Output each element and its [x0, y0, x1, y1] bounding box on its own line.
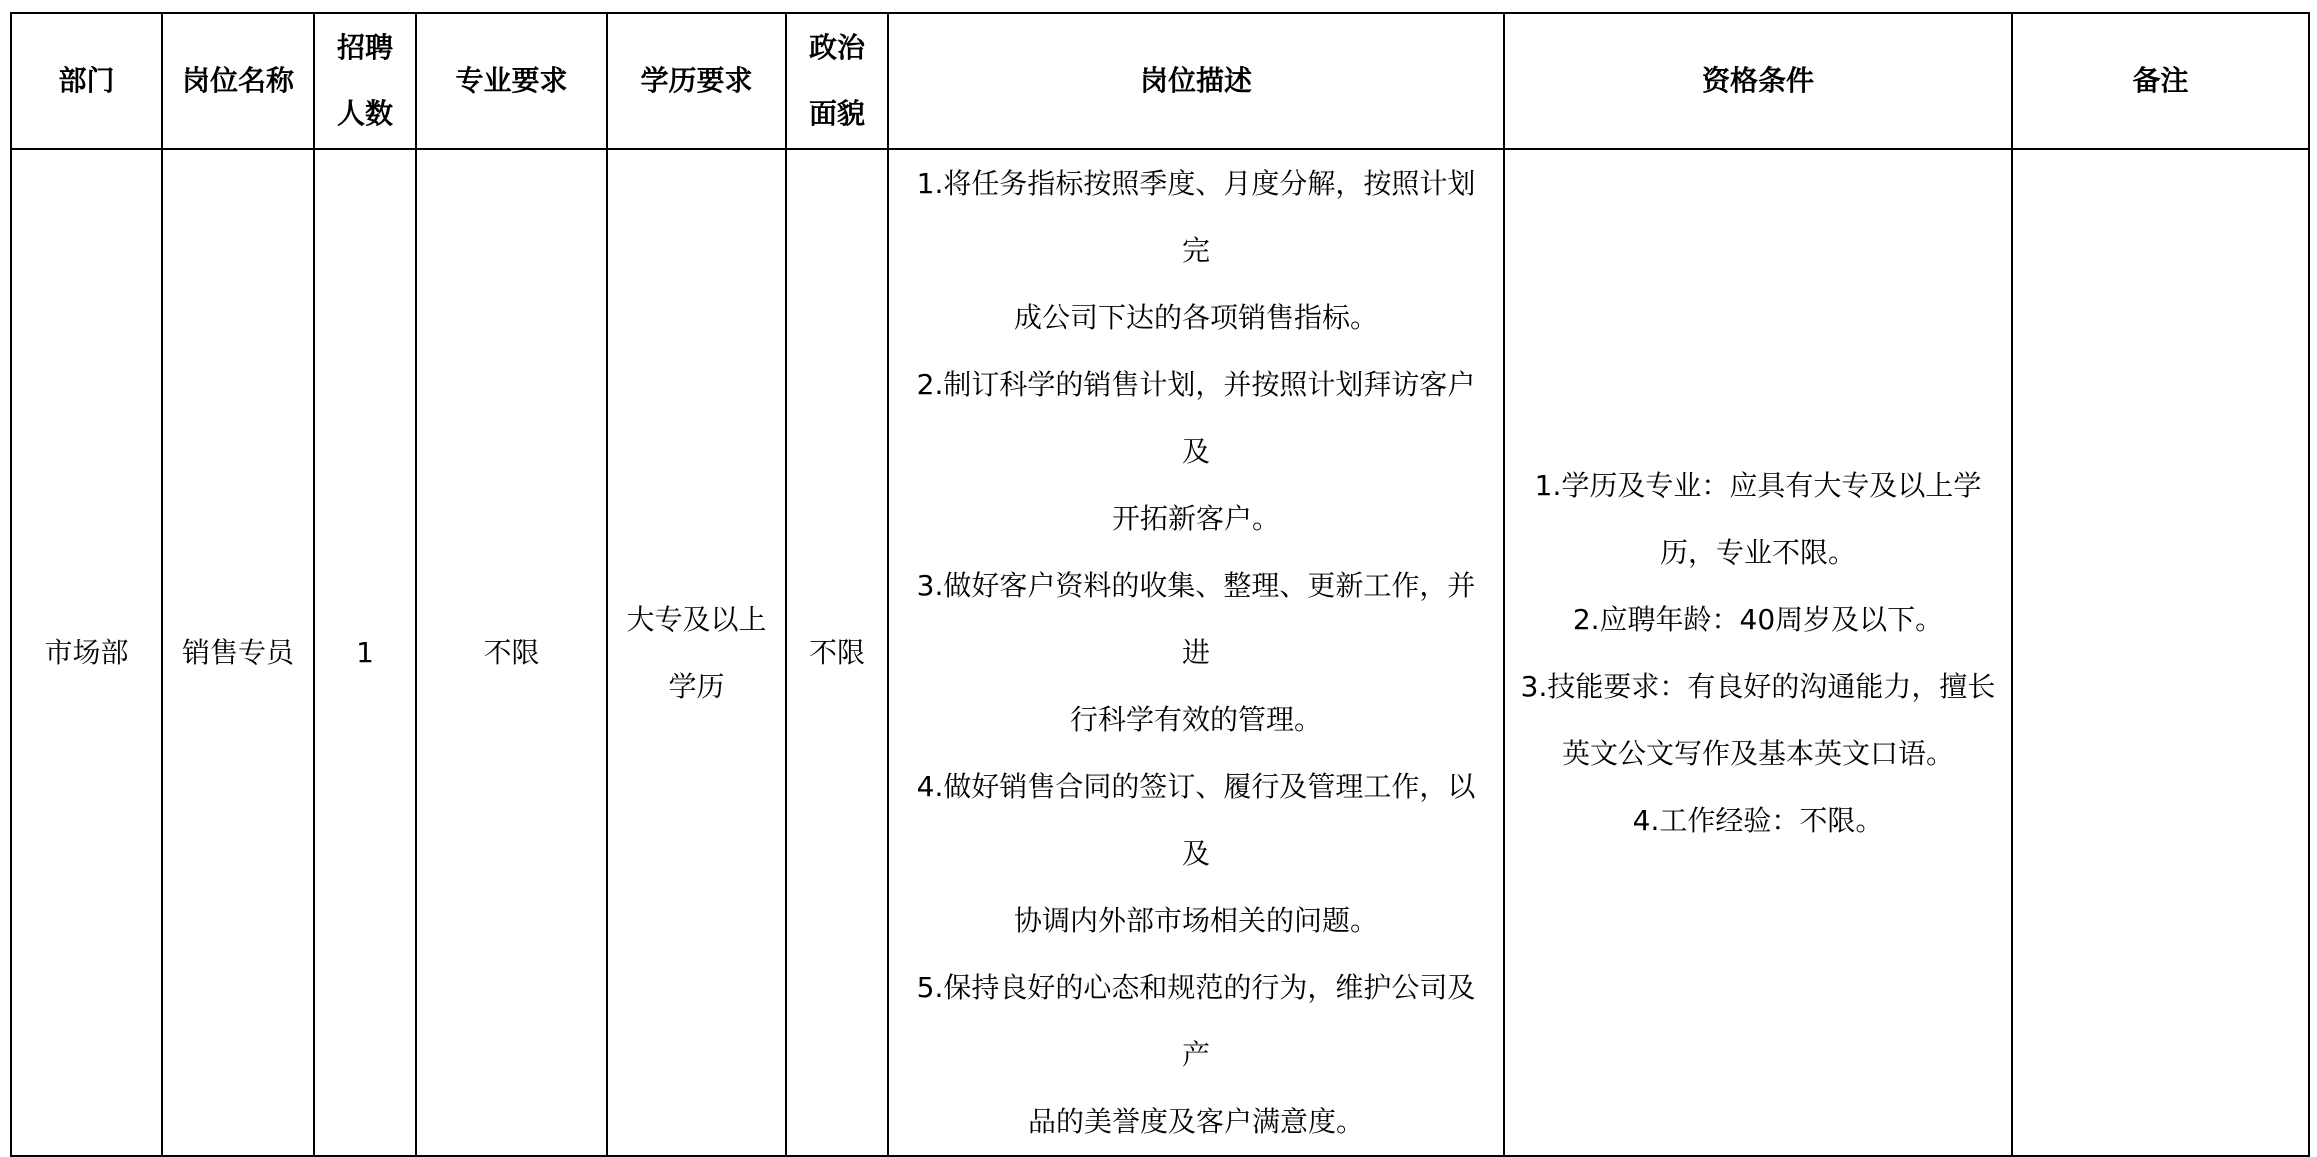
qualification-line: 1.学历及专业：应具有大专及以上学 [1534, 468, 1982, 502]
description-line: 行科学有效的管理。 [1069, 703, 1322, 736]
cell-political-status: 不限 [786, 149, 888, 1156]
description-line: 开拓新客户。 [1111, 502, 1280, 535]
cell-description [888, 149, 1504, 1156]
header-department: 部门 [11, 13, 162, 149]
header-political-status [786, 13, 888, 149]
header-political-status-line: 面貌 [808, 97, 865, 130]
header-position: 岗位名称 [162, 13, 314, 149]
cell-education-line: 学历 [668, 669, 725, 703]
description-line: 3.做好客户资料的收集、整理、更新工作，并进 [916, 569, 1476, 669]
description-line: 2.制订科学的销售计划，并按照计划拜访客户及 [916, 368, 1476, 468]
header-qualifications: 资格条件 [1504, 13, 2012, 149]
header-row [11, 13, 2309, 149]
table-row [11, 149, 2309, 1156]
cell-remarks [2012, 149, 2309, 1156]
header-headcount [314, 13, 416, 149]
header-description: 岗位描述 [888, 13, 1504, 149]
cell-education [607, 149, 786, 1156]
header-remarks: 备注 [2012, 13, 2309, 149]
cell-major: 不限 [416, 149, 607, 1156]
qualification-line: 英文公文写作及基本英文口语。 [1561, 736, 1954, 770]
job-table [10, 12, 2310, 1157]
cell-headcount: 1 [314, 149, 416, 1156]
cell-position: 销售专员 [162, 149, 314, 1156]
qualification-line: 2.应聘年龄：40周岁及以下。 [1572, 602, 1944, 636]
cell-department: 市场部 [11, 149, 162, 1156]
cell-education-line: 大专及以上 [626, 602, 767, 636]
header-political-status-line: 政治 [808, 31, 865, 64]
header-education: 学历要求 [607, 13, 786, 149]
description-line: 品的美誉度及客户满意度。 [1027, 1105, 1364, 1138]
qualification-line: 3.技能要求：有良好的沟通能力，擅长 [1520, 669, 1996, 703]
description-line: 协调内外部市场相关的问题。 [1013, 904, 1378, 937]
header-major: 专业要求 [416, 13, 607, 149]
header-headcount-line: 招聘 [336, 31, 393, 64]
description-line: 成公司下达的各项销售指标。 [1013, 301, 1378, 334]
qualification-line: 4.工作经验：不限。 [1632, 803, 1884, 837]
qualification-line: 历，专业不限。 [1659, 535, 1856, 569]
description-line: 5.保持良好的心态和规范的行为，维护公司及产 [916, 971, 1476, 1071]
description-line: 4.做好销售合同的签订、履行及管理工作，以及 [916, 770, 1476, 870]
header-headcount-line: 人数 [336, 97, 393, 130]
cell-qualifications [1504, 149, 2012, 1156]
description-line: 1.将任务指标按照季度、月度分解，按照计划完 [916, 167, 1476, 267]
